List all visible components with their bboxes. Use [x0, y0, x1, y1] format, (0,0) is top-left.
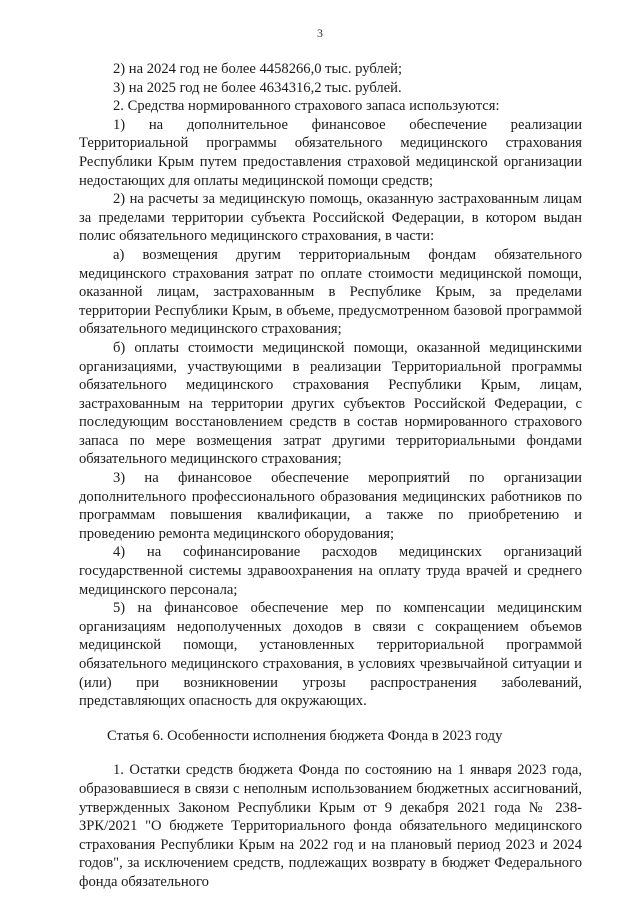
paragraph: 1. Остатки средств бюджета Фонда по состоянию на 1 января 2023 года, образовавшиеся в связи с неполным использованием бюджетных ассигнований, утвержденных Законом Республики Крым от 9 декабря 2021 года № 238-ЗРК/2021 "О бюджете Территориального фонда обязательного медицинского страхования Республики Крым на 2022 год и на плановый период 2023 и 2024 годов", за исключением средств, подлежащих возврату в бюджет Федерального фонда обязательного — [79, 762, 582, 890]
paragraph: 2) на 2024 год не более 4458266,0 тыс. рублей; — [113, 61, 403, 77]
page-number: 3 — [317, 26, 323, 40]
paragraph: б) оплаты стоимости медицинской помощи, оказанной медицинскими организациями, участвующими в реализации Территориальной программы обязательного медицинского страхования Республики Крым, лицам, застрахованным на территории других субъектов Российской Федерации, с последующим восстановлением средств в состав нормированного страхового запаса по мере возмещения затрат другими территориальными фондами обязательного медицинского страхования; — [79, 339, 582, 468]
paragraph: 2) на расчеты за медицинскую помощь, оказанную застрахованным лицам за пределами территории субъекта Российской Федерации, в котором выдан полис обязательного медицинского страхования, в части: — [79, 191, 582, 245]
paragraph: 3) на 2025 год не более 4634316,2 тыс. рублей. — [113, 79, 402, 96]
paragraph: 3) на финансовое обеспечение мероприятий по организации дополнительного профессионального образования медицинских работников по программам повышения квалификации, а также по приобретению и проведению ремонта медицинского оборудования; — [79, 470, 582, 542]
paragraph: 1) на дополнительное финансовое обеспечение реализации Территориальной программы обязательного медицинского страхования Республики Крым путем предоставления страховой медицинской организации недостающих для оплаты медицинской помощи средств; — [79, 116, 582, 189]
paragraph: 2. Средства нормированного страхового запаса используются: — [113, 98, 500, 115]
paragraph: а) возмещения другим территориальным фондам обязательного медицинского страхования затрат по оплате стоимости медицинской помощи, оказанной лицам, застрахованным в Республике Крым, за пределами территории Республики Крым, в объеме, предусмотренном базовой программой обязательного медицинского страхования; — [79, 246, 582, 338]
paragraph: 4) на софинансирование расходов медицинских организаций государственной системы здравоохранения на оплату труда врачей и среднего медицинского персонала; — [79, 544, 582, 598]
document-body — [79, 60, 582, 892]
paragraph: 5) на финансовое обеспечение мер по компенсации медицинским организациям недополученных доходов в связи с сокращением объемов медицинской помощи, установленных территориальной программой обязательного медицинского страхования, в условиях чрезвычайной ситуации и (или) при возникновении угрозы распространения заболеваний, представляющих опасность для окружающих. — [79, 600, 582, 710]
article-heading: Статья 6. Особенности исполнения бюджета Фонда в 2023 году — [107, 727, 503, 744]
